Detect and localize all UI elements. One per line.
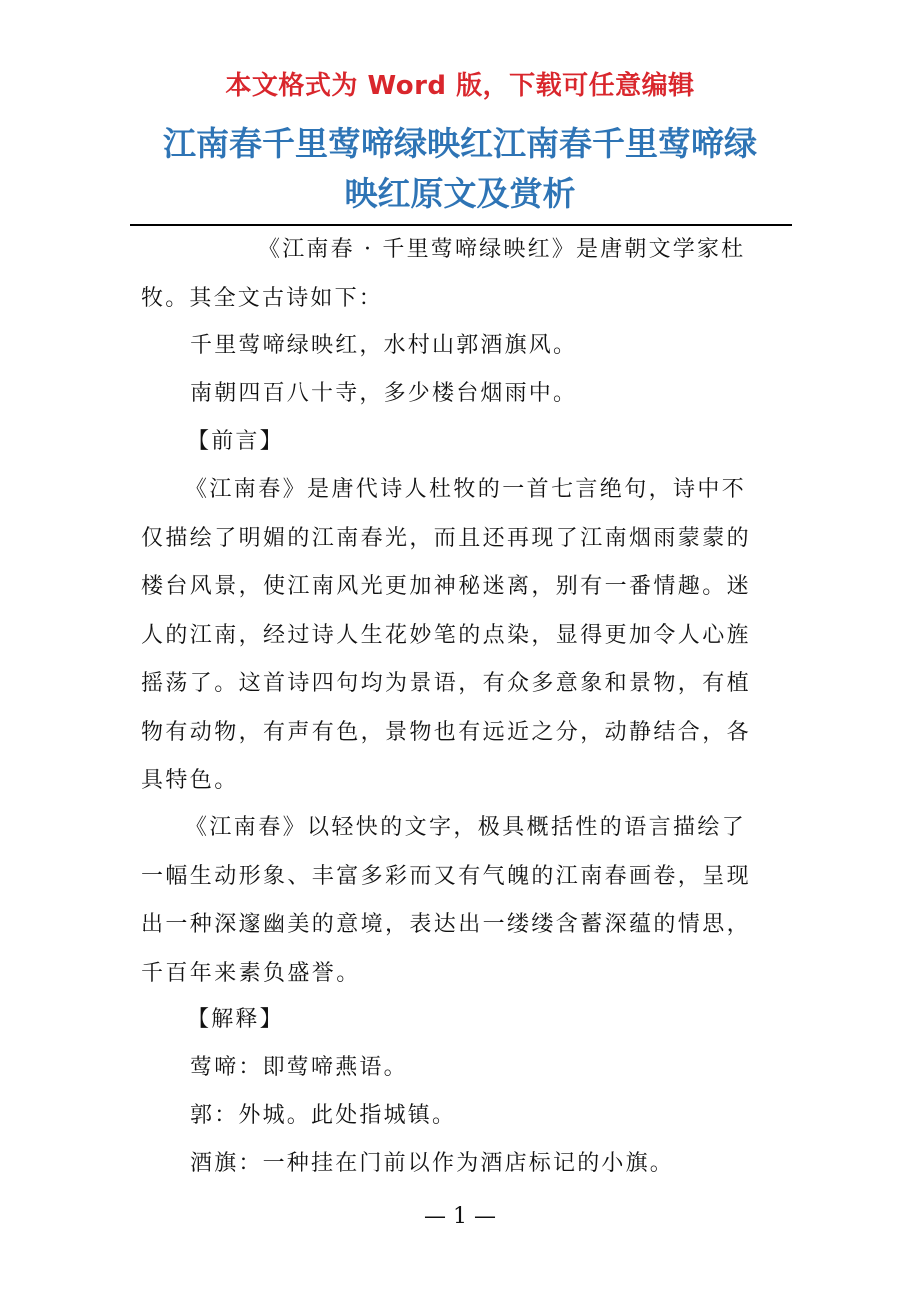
page-number: — 1 — — [424, 1204, 496, 1229]
document-title-line2: 映红原文及赏析 — [344, 174, 576, 213]
intro-paragraph: 《江南春 · 千里莺啼绿映红》是唐朝文学家杜牧。其全文古诗如下： — [141, 237, 746, 311]
explanation-item: 酒旗：一种挂在门前以作为酒店标记的小旗。 — [190, 1151, 675, 1176]
preface-heading: 【前言】 — [187, 429, 284, 454]
explanation-item: 郭：外城。此处指城镇。 — [190, 1103, 457, 1128]
preface-paragraph-1: 《江南春》是唐代诗人杜牧的一首七言绝句，诗中不仅描绘了明媚的江南春光，而且还再现了江南烟雨蒙蒙的楼台风景，使江南风光更加神秘迷离，别有一番情趣。迷人的江南，经过诗人生花妙笔的点染，显得更加令人心旌摇荡了。这首诗四句均为景语，有众多意象和景物，有植物有动物，有声有色，景物也有远近之分，动静结合，各具特色。 — [141, 477, 752, 793]
document-title-line1: 江南春千里莺啼绿映红江南春千里莺啼绿 — [163, 124, 757, 163]
poem-line-1: 千里莺啼绿映红，水村山郭酒旗风。 — [190, 333, 578, 358]
preface-paragraph-2: 《江南春》以轻快的文字，极具概括性的语言描绘了一幅生动形象、丰富多彩而又有气魄的江南春画卷，呈现出一种深邃幽美的意境，表达出一缕缕含蓄深蕴的情思，千百年来素负盛誉。 — [141, 815, 752, 986]
explanation-heading: 【解释】 — [187, 1007, 284, 1032]
explanation-item: 莺啼：即莺啼燕语。 — [190, 1055, 408, 1080]
format-notice: 本文格式为 Word 版，下载可任意编辑 — [225, 71, 695, 101]
poem-line-2: 南朝四百八十寺，多少楼台烟雨中。 — [190, 381, 578, 406]
